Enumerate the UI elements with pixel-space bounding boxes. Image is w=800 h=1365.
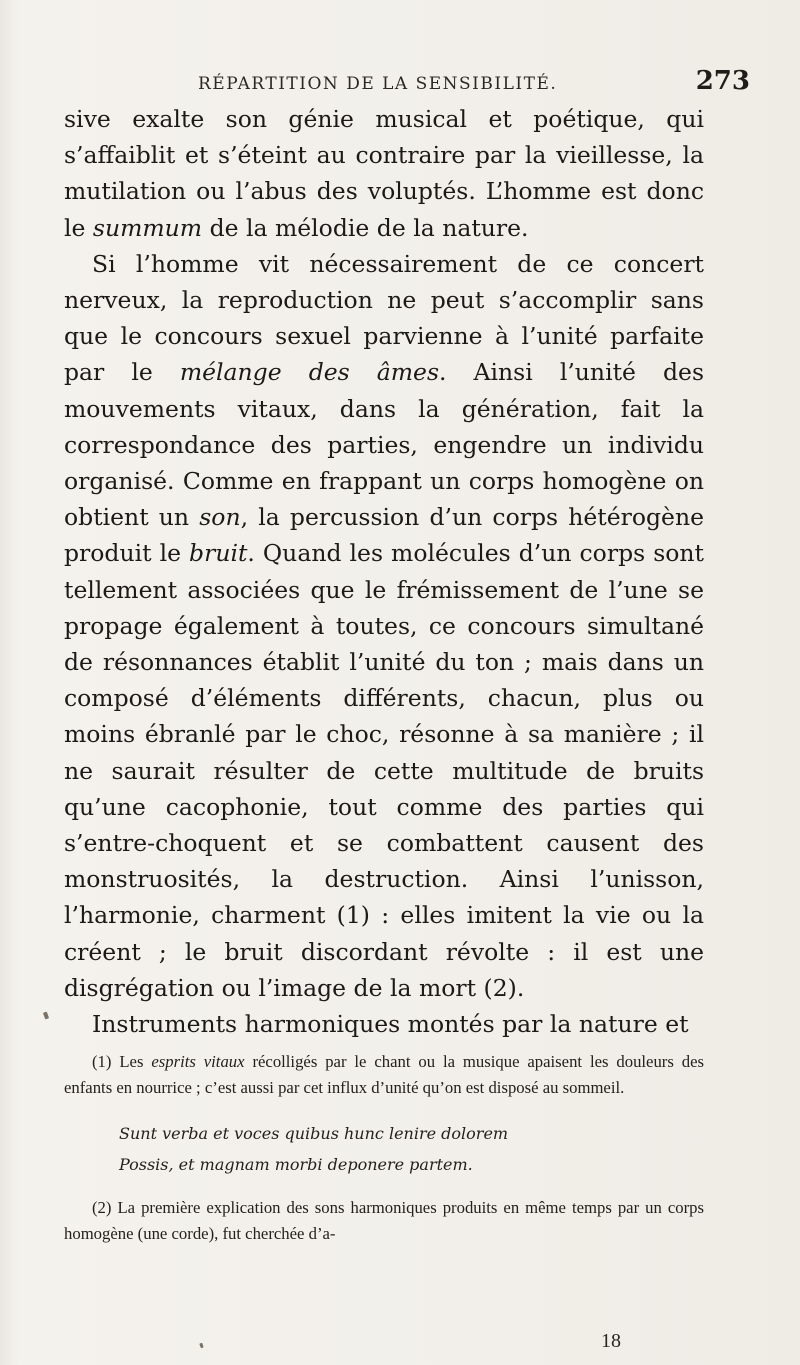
verse-line: Sunt verba et voces quibus hunc lenire dolorem — [119, 1124, 509, 1143]
footnote-2: (2) La première explication des sons harmoniques produits en même temps par un corps homogène (une corde), fut cherchée d’a- — [64, 1198, 704, 1243]
latin-verse — [119, 1118, 704, 1180]
italic-term: bruit — [189, 539, 248, 568]
page-header — [198, 66, 750, 96]
paragraph-text: , la percussion d’un corps hétérogène produit le — [64, 503, 704, 568]
footnotes — [64, 1049, 704, 1247]
paragraph-text: . Ainsi l’unité des mouvements vitaux, dans la génération, fait la correspondance des parties, engendre un individu organisé. Comme en frappant un corps homogène on obtient un — [64, 358, 705, 532]
ink-speck — [43, 1012, 49, 1020]
paragraph — [64, 246, 704, 1006]
signature-mark: 18 — [601, 1330, 621, 1352]
italic-term: son — [199, 503, 241, 532]
running-head: RÉPARTITION DE LA SENSIBILITÉ. — [198, 74, 558, 94]
footnote-text: (1) Les — [92, 1052, 152, 1071]
paragraph-continued — [64, 101, 704, 246]
paragraph-text: de la mélodie de la nature. — [202, 213, 529, 242]
paragraph-text: . Quand les molécules d’un corps sont tellement associées que le frémissement de l’une se propage également à toutes, ce concours simultané de résonnances établit l’unité du ton ; mais dans un composé d’éléments différents, chacun, plus ou moins ébranlé par le choc, résonne à sa manière ; il ne saurait résulter de cette multitude de bruits qu’une cacophonie, tout comme des parties qui s’entre-choquent et se combattent causent des monstruosités, la destruction. Ainsi l’unisson, l’harmonie, charment (1) : elles imitent la vie ou la créent ; le bruit discordant révolte : il est une disgrégation ou l’image de la mort (2). — [64, 539, 704, 1002]
paragraph: Instruments harmoniques montés par la nature et — [92, 1010, 689, 1039]
main-text — [64, 101, 704, 1042]
italic-term: summum — [92, 213, 203, 242]
italic-term: mélange des âmes — [179, 358, 440, 387]
italic-term: esprits vitaux — [151, 1052, 245, 1071]
ink-speck — [199, 1343, 204, 1349]
page-number: 273 — [695, 66, 750, 96]
footnote-1 — [64, 1049, 704, 1101]
paragraph-text: sive exalte son génie musical et poétique, qui s’affaiblit et s’éteint au contraire par la vieillesse, la mutilation ou l’abus des voluptés. L’homme est donc le — [64, 105, 704, 242]
verse-line: Possis, et magnam morbi deponere partem. — [119, 1155, 473, 1174]
footnote-text: récolligés par le chant ou la musique apaisent les douleurs des enfants en nourrice ; c’est aussi par cet influx d’unité qu’on est disposé au sommeil. — [64, 1052, 705, 1097]
paragraph-text: Si l’homme vit nécessairement de ce concert nerveux, la reproduction ne peut s’accomplir sans que le concours sexuel parvienne à l’unité parfaite par le — [64, 249, 704, 387]
page-left-edge — [0, 0, 18, 1365]
